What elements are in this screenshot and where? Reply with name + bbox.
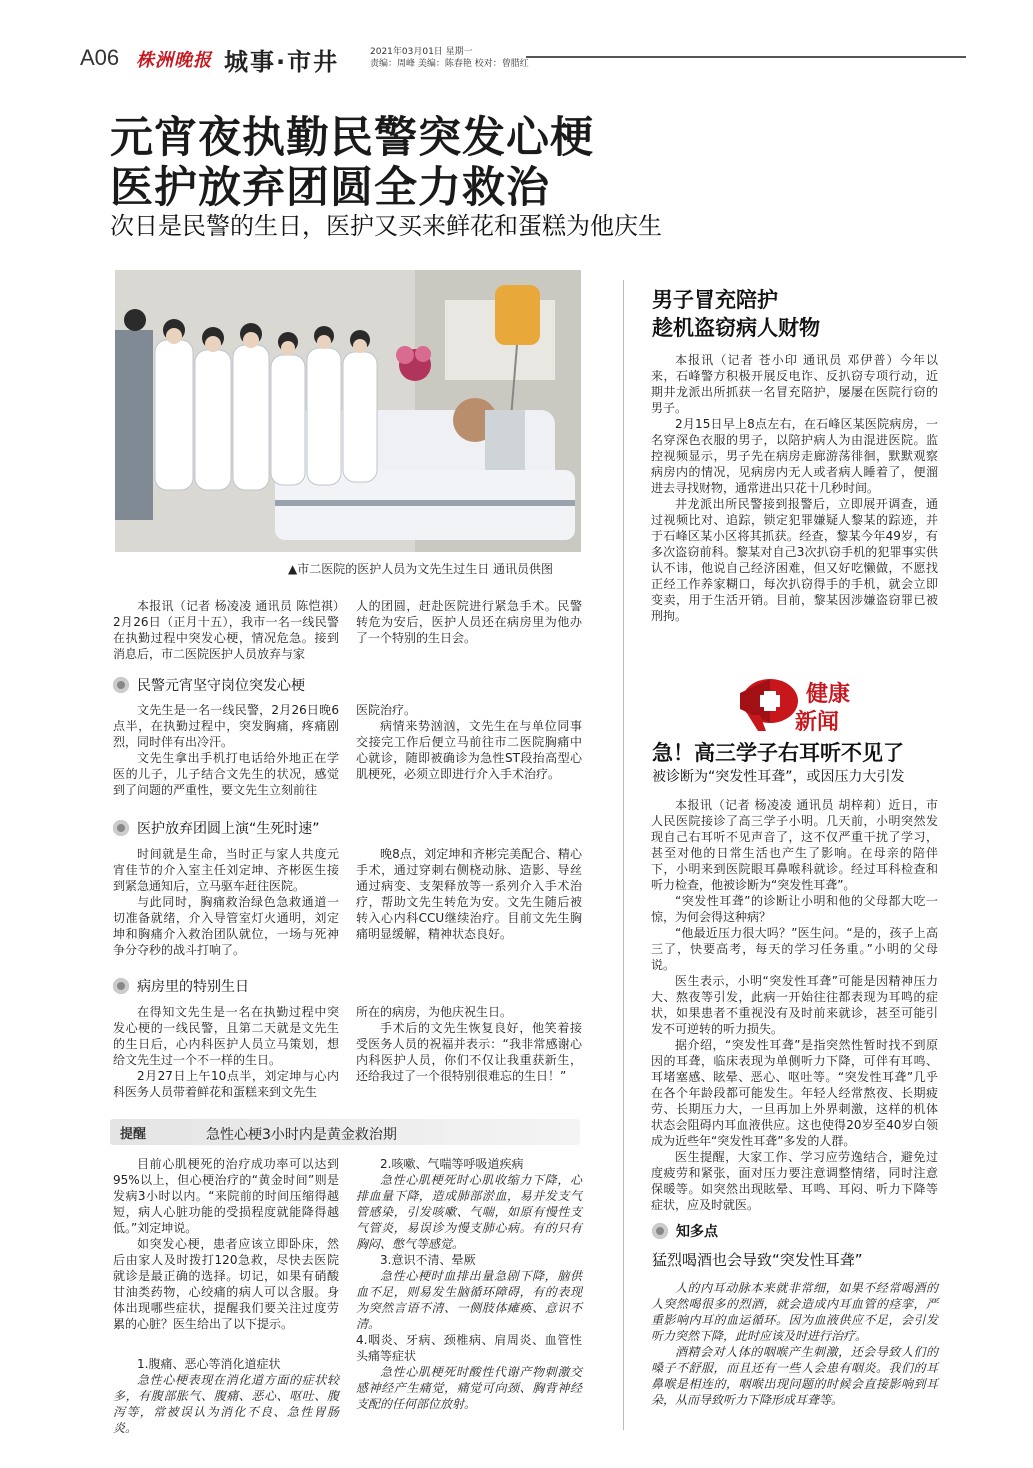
symptom-heading-4: 4.咽炎、牙病、颈椎病、肩周炎、血管性头痛等症状 (356, 1333, 582, 1363)
paragraph: 时间就是生命，当时正与家人共度元宵佳节的介入室主任刘定坤、齐彬医生接到紧急通知后，立马驱车赶往医院。 (113, 847, 339, 893)
knowledge-title: 猛烈喝酒也会导致“突发性耳聋” (652, 1251, 863, 1269)
paragraph: 据介绍，“突发性耳聋”是指突然性暂时找不到原因的耳聋，临床表现为单侧听力下降，可伴有耳鸣、耳堵塞感、眩晕、恶心、呕吐等。“突发性耳聋”几乎在各个年龄段都可能发生。年轻人经常熬夜、长期疲劳、长期压力大，一旦再加上外界刺激，这样的机体状态会阻碍内耳血液供应。这也使得20岁至40岁白领成为近些年“突发性耳聋”多发的人群。 (651, 1038, 938, 1148)
issue-date: 2021年03月01日 星期一 (370, 47, 473, 57)
bullet-circle-icon (113, 978, 129, 994)
paragraph: 医院治疗。 (356, 703, 417, 717)
paragraph: 手术后的文先生恢复良好，他笑着接受医务人员的祝福并表示：“我非常感谢心内科医护人员，你们不仅让我重获新生，还给我过了一个很特别很难忘的生日！” (356, 1021, 582, 1083)
page-number: A06 (80, 45, 120, 70)
lead-col-1 (113, 598, 339, 662)
section-heading-2-text: 医护放弃团圆上演“生死时速” (137, 821, 320, 837)
story-2-body (651, 797, 938, 1213)
paragraph: 医生提醒，大家工作、学习应劳逸结合，避免过度疲劳和紧张，面对压力要注意调整情绪，同时注意保暖等。如突然出现眩晕、耳鸣、耳闷、听力下降等症状，应及时就医。 (651, 1150, 938, 1212)
paragraph: 目前心肌梗死的治疗成功率可以达到95%以上，但心梗治疗的“黄金时间”则是发病3小时以内。“来院前的时间压缩得越短，病人心脏功能的受损程度就能降得越低。”刘定坤说。 (113, 1157, 339, 1235)
paragraph: 本报讯（记者 苍小印 通讯员 邓伊普）今年以来，石峰警方积极开展反电诈、反扒窃专项行动，近期井龙派出所抓获一名冒充陪护，屡屡在医院行窃的男子。 (651, 353, 938, 415)
paragraph: 本报讯（记者 杨凌凌 通讯员 胡梓莉）近日，市人民医院接诊了高三学子小明。几天前，小明突然发现自己右耳听不见声音了，这不仅严重干扰了学习，甚至对他的日常生活也产生了影响。在母亲的陪伴下，小明来到医院眼耳鼻喉科就诊。经过耳科检查和听力检查，他被诊断为“突发性耳聋”。 (651, 798, 938, 892)
lead-paragraph-1: 本报讯（记者 杨凌凌 通讯员 陈恺祺）2月26日（正月十五），我市一名一线民警在执勤过程中突发心梗，情况危急。接到消息后，市二医院医护人员放弃与家 (113, 599, 339, 661)
section-heading-3 (113, 976, 249, 996)
knowledge-heading (652, 1221, 718, 1241)
headline-line-1: 元宵夜执勤民警突发心梗 (110, 113, 594, 163)
paragraph: 文先生是一名一线民警，2月26日晚6点半，在执勤过程中，突发胸痛，疼痛剧烈，同时伴有出冷汗。 (113, 703, 339, 749)
bullet-circle-icon (113, 677, 129, 693)
paragraph: 晚8点，刘定坤和齐彬完美配合、精心手术，通过穿刺右侧桡动脉、造影、导丝通过病变、支架释放等一系列介入手术治疗，帮助文先生转危为安。文先生随后被转入心内科CCU继续治疗。目前文先生胸痛明显缓解，精神状态良好。 (356, 847, 582, 941)
health-badge-line-1: 健康 (806, 682, 851, 707)
symptom-heading-2: 2.咳嗽、气喘等呼吸道疾病 (380, 1157, 524, 1171)
lead-paragraph-2: 人的团圆，赶赴医院进行紧急手术。民警转危为安后，医护人员还在病房里为他办了一个特别的生日会。 (356, 599, 582, 645)
paragraph: 所在的病房，为他庆祝生日。 (356, 1005, 513, 1019)
paragraph: 如突发心梗，患者应该立即卧床，然后由家人及时拨打120急救，尽快去医院就诊是最正确的选择。切记，如果有硝酸甘油类药物，心绞痛的病人可以含服。身体出现哪些症状，提醒我们要关注过度劳累的心脏？医生给出了以下提示。 (113, 1237, 339, 1331)
paragraph: 急性心肌梗死时心肌收缩力下降，心排血量下降，造成肺部淤血，易并发支气管感染，引发咳嗽、气喘，如原有慢性支气管炎，易误诊为慢支肺心病。有的只有胸闷、憋气等感觉。 (356, 1173, 582, 1251)
paragraph: 2月27日上午10点半，刘定坤与心内科医务人员带着鲜花和蛋糕来到文先生 (113, 1069, 339, 1099)
symptom-heading-3: 3.意识不清、晕厥 (380, 1253, 476, 1267)
paragraph: 酒精会对人体的咽喉产生刺激，还会导致人们的嗓子不舒服，而且还有一些人会患有咽炎。我们的耳鼻喉是相连的，咽喉出现问题的时候会直接影响到耳朵，从而导致听力下降形成耳聋等。 (651, 1345, 938, 1407)
column-divider (623, 280, 624, 1430)
paragraph: “突发性耳聋”的诊断让小明和他的父母都大吃一惊，为何会得这种病？ (651, 894, 938, 924)
paragraph: “他最近压力很大吗？”医生问。“是的，孩子上高三了，快要高考，每天的学习任务重。”小明的父母说。 (651, 926, 938, 972)
story-1-title-line-1: 男子冒充陪护 (652, 288, 778, 312)
paragraph: 人的内耳动脉本来就非常细，如果不经常喝酒的人突然喝很多的烈酒，就会造成内耳血管的痉挛，严重影响内耳的血运循环。因为血液供应不足，会引发听力突然下降，此时应该及时进行治疗。 (651, 1281, 938, 1343)
paragraph: 急性心肌梗死时酸性代谢产物刺激交感神经产生痛觉，痛觉可向颈、胸背神经支配的任何部位放射。 (356, 1365, 582, 1411)
header-rule (526, 56, 966, 58)
newspaper-logo: 株洲晚报 (136, 50, 212, 71)
hospital-birthday-photo (115, 270, 581, 552)
paragraph: 医生表示，小明“突发性耳聋”可能是因精神压力大、熬夜等引发，此病一开始往往都表现为耳鸣的症状，如果患者不重视没有及时前来就诊，甚至可能引发不可逆转的听力损失。 (651, 974, 938, 1036)
headline-subtitle: 次日是民警的生日，医护又买来鲜花和蛋糕为他庆生 (110, 212, 662, 240)
editors-line: 责编：周峰 美编：陈春艳 校对：曾腊红 (370, 59, 529, 69)
paragraph: 急性心梗时血排出量急剧下降，脑供血不足，则易发生脑循环障碍，有的表现为突然言语不清、一侧肢体瘫痪、意识不清。 (356, 1269, 582, 1331)
reminder-tag: 提醒 (120, 1127, 147, 1142)
section-heading-1-text: 民警元宵坚守岗位突发心梗 (137, 678, 305, 694)
section-2-col-2 (356, 846, 582, 942)
paragraph: 2月15日早上8点左右，在石峰区某医院病房，一名穿深色衣服的男子，以陪护病人为由混进医院。监控视频显示，男子先在病房走廊游荡徘徊，默默观察病房内的情况，见病房内无人或者病人睡着了，便溜进去寻找财物，通常进出只花十几秒时间。 (651, 417, 938, 495)
section-1-col-2 (356, 702, 582, 782)
reminder-title: 急性心梗3小时内是黄金救治期 (206, 1127, 397, 1143)
bullet-circle-icon (652, 1223, 668, 1239)
reminder-col-1 (113, 1156, 339, 1436)
knowledge-tag: 知多点 (676, 1224, 718, 1240)
paragraph: 在得知文先生是一名在执勤过程中突发心梗的一线民警，且第二天就是文先生的生日后，心内科医护人员立马策划，想给文先生过一个不一样的生日。 (113, 1005, 339, 1067)
section-title: 城事·市井 (224, 48, 340, 76)
photo-caption: ▲市二医院的医护人员为文先生过生日 通讯员供图 (288, 562, 554, 576)
reminder-col-2 (356, 1156, 582, 1412)
section-heading-3-text: 病房里的特别生日 (137, 979, 249, 995)
story-1-body (651, 352, 938, 624)
section-heading-1 (113, 675, 305, 695)
lead-col-2 (356, 598, 582, 646)
section-1-col-1 (113, 702, 339, 798)
photo-illustration (115, 270, 581, 552)
paragraph: 与此同时，胸痛救治绿色急救通道一切准备就绪，介入导管室灯火通明，刘定坤和胸痛介入救治团队就位，一场与死神争分夺秒的战斗打响了。 (113, 895, 339, 957)
issue-date-block (370, 46, 529, 70)
paragraph: 急性心梗表现在消化道方面的症状较多，有腹部胀气、腹痛、恶心、呕吐、腹泻等，常被误认为消化不良、急性胃肠炎。 (113, 1373, 339, 1435)
story-2-subtitle: 被诊断为“突发性耳聋”，或因压力大引发 (652, 769, 905, 785)
paragraph: 文先生拿出手机打电话给外地正在学医的儿子，儿子结合文先生的状况，感觉到了问题的严重性，要文先生立刻前往 (113, 751, 339, 797)
story-1-title-line-2: 趁机盗窃病人财物 (652, 316, 820, 340)
section-3-col-2 (356, 1004, 582, 1084)
paragraph: 井龙派出所民警接到报警后，立即展开调查，通过视频比对、追踪，锁定犯罪嫌疑人黎某的踪迹，并于石峰区某小区将其抓获。经查，黎某今年49岁，有多次盗窃前科。黎某对自己3次扒窃手机的犯罪事实供认不讳，他说自己经济困难，但又好吃懒做，不愿找正经工作养家糊口，每次扒窃得手的手机，就会立即变卖，用于生活开销。目前，黎某因涉嫌盗窃罪已被刑拘。 (651, 497, 938, 623)
knowledge-body (651, 1280, 938, 1408)
bullet-circle-icon (113, 820, 129, 836)
health-badge-line-2: 新闻 (795, 710, 840, 735)
section-3-col-1 (113, 1004, 339, 1100)
story-2-title: 急！高三学子右耳听不见了 (652, 741, 904, 765)
headline-line-2: 医护放弃团圆全力救治 (110, 163, 550, 213)
symptom-heading-1: 1.腹痛、恶心等消化道症状 (137, 1357, 281, 1371)
paragraph: 病情来势汹汹，文先生在与单位同事交接完工作后便立马前往市二医院胸痛中心就诊，随即被确诊为急性ST段抬高型心肌梗死，必须立即进行介入手术治疗。 (356, 719, 582, 781)
section-heading-2 (113, 818, 320, 838)
section-2-col-1 (113, 846, 339, 958)
